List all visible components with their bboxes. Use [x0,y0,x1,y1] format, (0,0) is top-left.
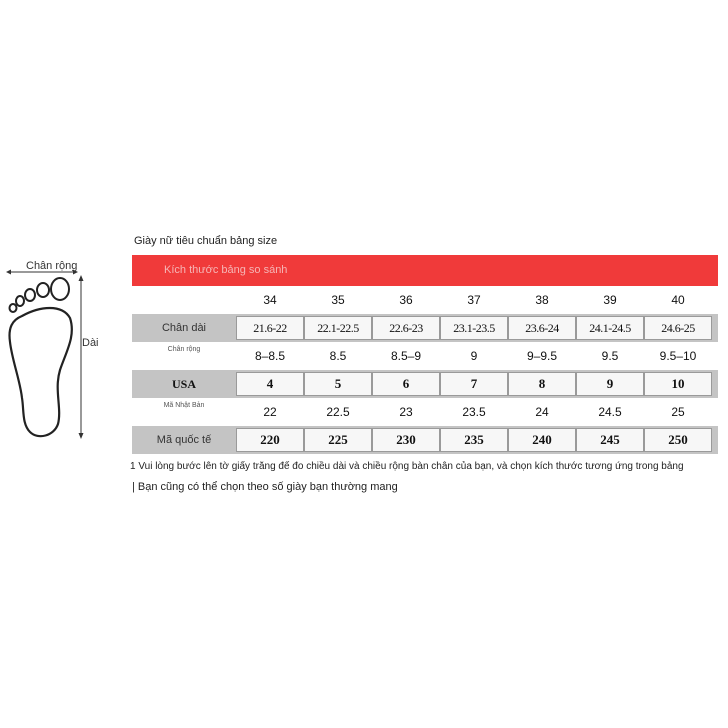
table-cell: 24.6-25 [644,316,712,340]
table-cell: 8.5–9 [390,349,422,363]
size-header-row [132,286,718,314]
measurement-note: 1 Vui lòng bước lên tờ giấy trắng để đo chiều dài và chiều rộng bàn chân của bạn, và chọn kích thước tương ứng trong bảng [130,461,684,472]
table-cell: 22 [263,405,277,419]
table-row-foot-width [132,342,718,370]
table-cell: 235 [440,428,508,452]
table-cell: 225 [304,428,372,452]
table-cell: 23.6-24 [508,316,576,340]
table-cell: 8–8.5 [254,349,286,363]
table-cell: 220 [236,428,304,452]
foot-width-label: Chân rộng [26,260,78,272]
table-cell: 22.1-22.5 [304,316,372,340]
size-header: 35 [331,293,345,307]
sole-outline-icon [10,308,72,436]
table-cell: 8 [508,372,576,396]
row-label: USA [171,377,196,391]
row-label: Chân dài [161,322,207,334]
table-cell: 22.6-23 [372,316,440,340]
table-cell: 230 [372,428,440,452]
table-cell: 9 [470,349,478,363]
table-cell: 9–9.5 [526,349,558,363]
table-title: Giày nữ tiêu chuẩn bảng size [134,235,278,247]
table-cell: 9.5–10 [659,349,697,363]
table-cell: 24.5 [598,405,622,419]
foot-length-label: Dài [82,337,99,349]
table-cell: 23 [399,405,413,419]
size-header: 39 [603,293,617,307]
comparison-banner [132,255,718,286]
usual-size-note: | Bạn cũng có thể chọn theo số giày bạn thường mang [132,481,398,493]
row-label: Mã Nhật Bản [163,402,205,409]
table-cell: 6 [372,372,440,396]
table-cell: 24 [535,405,549,419]
table-cell: 8.5 [329,349,347,363]
table-cell: 5 [304,372,372,396]
table-cell: 245 [576,428,644,452]
table-cell: 25 [671,405,685,419]
table-cell: 10 [644,372,712,396]
length-arrow-icon [79,275,84,439]
size-header: 34 [263,293,277,307]
table-cell: 9.5 [601,349,619,363]
table-row-foot-length [132,314,718,342]
row-label: Chân rộng [167,346,201,353]
table-row-japan [132,398,718,426]
table-cell: 4 [236,372,304,396]
size-header: 36 [399,293,413,307]
table-cell: 250 [644,428,712,452]
table-cell: 9 [576,372,644,396]
table-cell: 23.5 [462,405,486,419]
table-cell: 23.1-23.5 [440,316,508,340]
table-cell: 240 [508,428,576,452]
row-label: Mã quốc tế [156,434,212,446]
size-header: 37 [467,293,481,307]
size-header: 38 [535,293,549,307]
table-row-usa [132,370,718,398]
table-row-international [132,426,718,454]
banner-text: Kích thước bảng so sánh [164,264,288,276]
table-cell: 22.5 [326,405,350,419]
toes-icon [10,278,70,312]
foot-outline-diagram [0,255,110,445]
table-cell: 24.1-24.5 [576,316,644,340]
table-cell: 21.6-22 [236,316,304,340]
size-header: 40 [671,293,685,307]
table-cell: 7 [440,372,508,396]
